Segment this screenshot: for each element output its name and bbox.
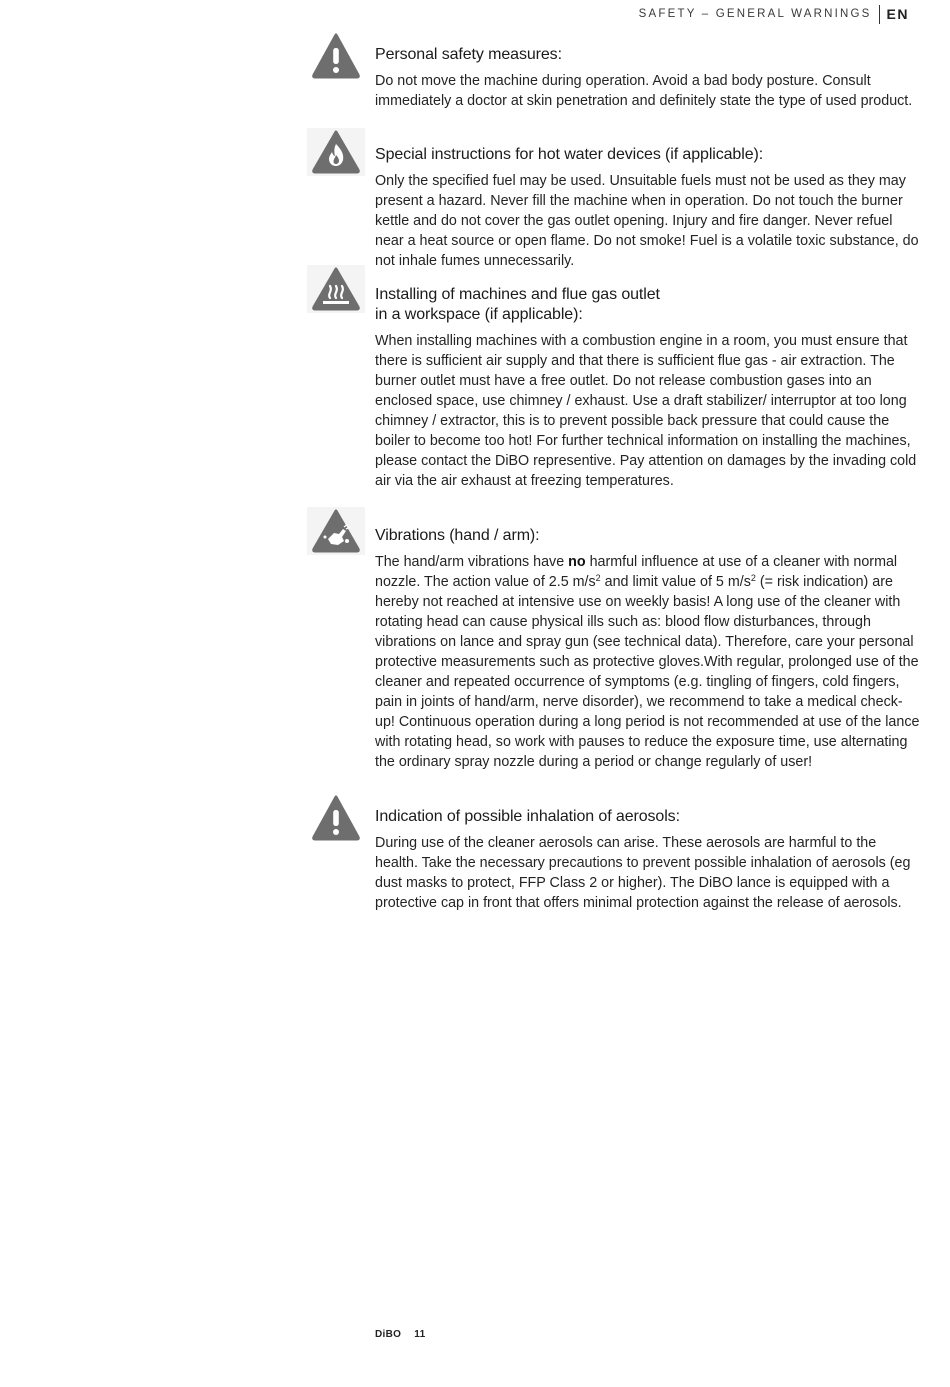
emphasis-no: no: [568, 554, 586, 570]
section-body: During use of the cleaner aerosols can arise. These aerosols are harmful to the health. Take the necessary precautions to prevent possible inhalation of aerosols (eg dust masks to protect, FFP Class 2 or higher). The DiBO lance is equipped with a protective cap in front that offers minimal protection against the release of aerosols.: [375, 835, 911, 911]
language-code: EN: [886, 6, 909, 22]
warning-exclamation-icon: [307, 795, 365, 843]
header-divider: [879, 5, 880, 24]
vibration-warning-icon: [307, 507, 365, 555]
body-text: and limit value of 5 m/s: [600, 574, 751, 590]
section-body: Do not move the machine during operation. Avoid a bad body posture. Consult immediately a doctor at skin penetration and definitely state the type of used product.: [375, 73, 913, 109]
section-vibrations: [375, 526, 920, 772]
section-flue-gas-installation: [375, 285, 920, 491]
brand-name: DiBO: [375, 1329, 402, 1340]
superscript: 2: [750, 573, 756, 583]
superscript: 2: [595, 573, 601, 583]
heading-line-2: in a workspace (if applicable):: [375, 306, 583, 323]
warning-exclamation-icon: [307, 33, 365, 81]
section-body: [375, 552, 920, 772]
section-heading: Indication of possible inhalation of aerosols:: [375, 808, 680, 825]
section-heading: [375, 285, 920, 325]
page-number: 11: [414, 1329, 426, 1340]
section-heading: Personal safety measures:: [375, 46, 562, 63]
section-heading: Vibrations (hand / arm):: [375, 527, 540, 544]
body-text: (= risk indication) are hereby not reached at intensive use on weekly basis! A long use of the cleaner with rotating head can cause physical ills such as: blood flow disturbances, through vibrations on lance and spray gun (see technical data). Therefore, care your personal protective measurements such as protective gloves.With regular, prolonged use of the cleaner and repeated occurrence of symptoms (e.g. tingling of fingers, cold fingers, pain in joints of hand/arm, nerve disorder), we recommend to take a medical check- up! Continuous operation during a long period is not recommended at use of the lance with rotating head, so work with pauses to reduce the exposure time, use alternating the ordinary spray nozzle during a period or change regularly of user!: [375, 574, 920, 770]
section-heading: Special instructions for hot water devices (if applicable):: [375, 146, 764, 163]
heading-line-1: Installing of machines and flue gas outlet: [375, 286, 660, 303]
section-personal-safety: [375, 45, 920, 111]
body-text: The hand/arm vibrations have: [375, 554, 569, 570]
hot-surface-warning-icon: [307, 265, 365, 313]
page-header: [639, 4, 909, 24]
section-aerosols: [375, 807, 920, 913]
fire-warning-icon: [307, 128, 365, 176]
section-body: When installing machines with a combustion engine in a room, you must ensure that there is sufficient air supply and that there is sufficient flue gas - air extraction. The burner outlet must have a free outlet. Do not release combustion gases into an enclosed space, use chimney / exhaust. Use a draft stabilizer/ interruptor at too long chimney / extractor, this is to prevent possible back pressure that could cause the boiler to become too hot! For further technical information on installing the machines, please contact the DiBO representive. Pay attention on damages by the invading cold air via the air exhaust at freezing temperatures.: [375, 333, 917, 489]
body-text: harmful influence at use of a cleaner with normal nozzle. The action value of 2.5 m/s: [375, 554, 898, 590]
section-hot-water-devices: [375, 145, 920, 271]
section-title: SAFETY – GENERAL WARNINGS: [638, 8, 872, 20]
section-body: Only the specified fuel may be used. Unsuitable fuels must not be used as they may present a hazard. Never fill the machine when in operation. Do not touch the burner kettle and do not cover the gas outlet opening. Injury and fire danger. Never refuel near a heat source or open flame. Do not smoke! Fuel is a volatile toxic substance, do not inhale fumes unnecessarily.: [375, 173, 919, 269]
page-footer: [375, 1329, 425, 1340]
